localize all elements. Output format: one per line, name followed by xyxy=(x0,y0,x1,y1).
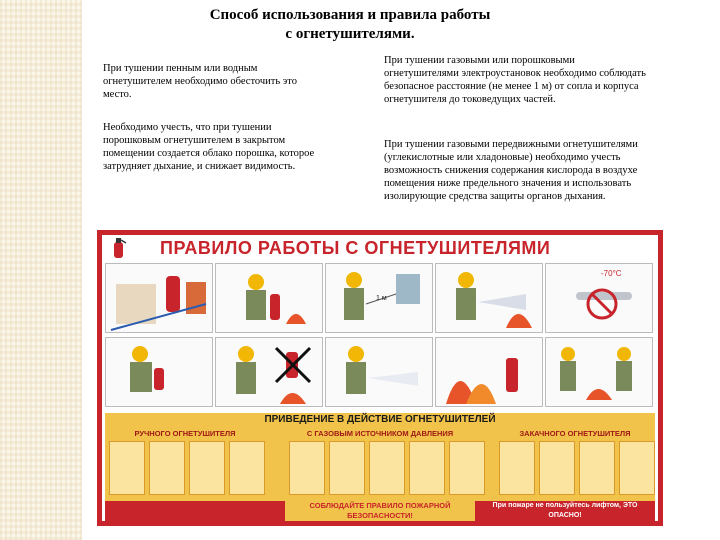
activation-step xyxy=(499,441,535,495)
fire-flames-illustration xyxy=(436,338,543,407)
title-line-1: Способ использования и правила работы xyxy=(209,7,491,23)
manual-extinguisher-heading: РУЧНОГО ОГНЕТУШИТЕЛЯ xyxy=(134,429,236,438)
firefighter-kneeling-illustration xyxy=(106,338,213,407)
illustration-panel xyxy=(435,337,543,407)
illustration-panel xyxy=(325,337,433,407)
illustration-panel xyxy=(105,337,213,407)
left-paragraph-2: Необходимо учесть, что при тушении порошковым огнетушителем в закрытом помещении создается облако порошка, которое затрудняет дыхание, и снижает видимость. xyxy=(103,122,315,172)
right-paragraph-2: При тушении газовыми передвижными огнетушителями (углекислотные или хладоновые) необходимо учесть возможность снижения содержания кислорода в воздухе помещения ниже предельного значения и использовать изолирующие средства защиты органов дыхания. xyxy=(384,139,638,202)
firefighter-illustration xyxy=(216,264,323,333)
illustration-panel xyxy=(215,337,323,407)
activation-step xyxy=(189,441,225,495)
prohibited-action-illustration xyxy=(216,338,323,407)
activation-step xyxy=(289,441,325,495)
illustration-panel xyxy=(545,263,653,333)
activation-section xyxy=(105,413,655,521)
illustration-panel xyxy=(435,263,543,333)
footer-left-banner xyxy=(105,501,285,521)
activation-title: ПРИВЕДЕНИЕ В ДЕЙСТВИЕ ОГНЕТУШИТЕЛЕЙ xyxy=(264,414,496,425)
firefighter-spraying-illustration xyxy=(436,264,543,333)
illustration-grid xyxy=(105,263,655,409)
activation-step xyxy=(329,441,365,495)
distance-label: 1 м xyxy=(376,295,387,302)
activation-step xyxy=(449,441,485,495)
footer-right-warning: При пожаре не пользуйтесь лифтом, ЭТО ОПАСНО! xyxy=(475,501,655,521)
activation-step xyxy=(409,441,445,495)
left-paragraph-1: При тушении пенным или водным огнетушителем необходимо обесточить это место. xyxy=(103,63,297,100)
title-line-2: с огнетушителями. xyxy=(285,26,415,42)
two-firefighters-illustration xyxy=(546,338,653,407)
firefighter-aiming-illustration xyxy=(326,338,433,407)
wall-extinguisher-illustration xyxy=(106,264,213,333)
poster-footer xyxy=(105,501,655,521)
poster-title: ПРАВИЛО РАБОТЫ С ОГНЕТУШИТЕЛЯМИ xyxy=(160,238,551,258)
illustration-panel xyxy=(105,263,213,333)
stored-pressure-heading: ЗАКАЧНОГО ОГНЕТУШИТЕЛЯ xyxy=(519,429,631,438)
activation-step xyxy=(579,441,615,495)
illustration-panel xyxy=(545,337,653,407)
activation-step xyxy=(149,441,185,495)
activation-step xyxy=(539,441,575,495)
co2-nozzle-warning-illustration xyxy=(546,264,653,333)
activation-step xyxy=(109,441,145,495)
page-title xyxy=(150,6,550,44)
gas-pressure-heading: С ГАЗОВЫМ ИСТОЧНИКОМ ДАВЛЕНИЯ xyxy=(306,429,454,438)
right-paragraph-1: При тушении газовыми или порошковыми огнетушителями электроустановок необходимо соблюдать безопасное расстояние (не менее 1 м) от сопла и корпуса огнетушителя до токоведущих частей. xyxy=(384,55,646,105)
illustration-panel xyxy=(215,263,323,333)
extinguisher-rules-poster xyxy=(97,230,663,526)
electrical-panel-illustration xyxy=(326,264,433,333)
activation-step xyxy=(369,441,405,495)
activation-step xyxy=(619,441,655,495)
temperature-label: -70°C xyxy=(601,269,622,278)
activation-step xyxy=(229,441,265,495)
fire-extinguisher-icon xyxy=(110,237,128,259)
footer-center-note: СОБЛЮДАЙТЕ ПРАВИЛО ПОЖАРНОЙ БЕЗОПАСНОСТИ! xyxy=(309,501,451,520)
decorative-side-stripe xyxy=(0,0,82,540)
illustration-panel xyxy=(325,263,433,333)
